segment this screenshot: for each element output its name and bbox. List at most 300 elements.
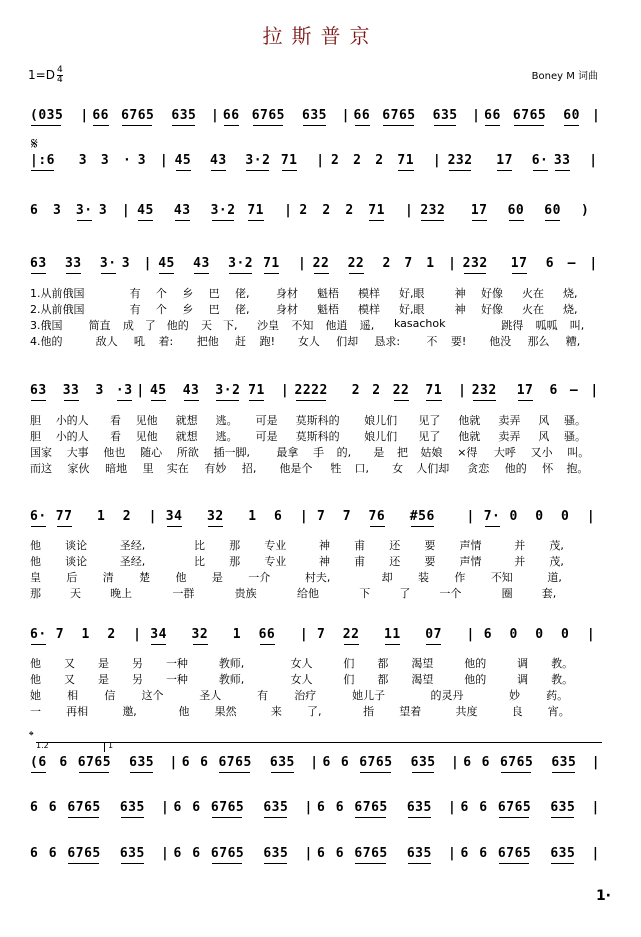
note-group: 7·: [483, 509, 501, 524]
note-group: 2: [299, 203, 308, 218]
lyric-word: 恳求:: [374, 335, 401, 348]
lyric-word: 声情: [459, 555, 482, 568]
note-group: 2: [372, 383, 381, 398]
lyric-word: 女人: [290, 657, 313, 670]
barline: |: [148, 509, 157, 524]
beam-underline: [79, 772, 109, 773]
note-group: 3: [100, 153, 110, 168]
note-group: 6: [317, 800, 326, 815]
barline: |: [589, 153, 598, 168]
lyric-word: 下: [359, 587, 371, 600]
lyric-word: 圈: [501, 587, 513, 600]
note-group: 635: [171, 108, 197, 123]
lyric-word: 巴: [208, 287, 220, 300]
note-group: |:6: [30, 153, 55, 168]
lyric-word: 不: [426, 335, 438, 348]
note-group: 22: [392, 383, 410, 398]
note-group: 3: [137, 153, 147, 168]
beam-underline: [211, 170, 226, 171]
lyric-word: 魁梧: [317, 287, 339, 300]
lyric-word: 来: [270, 705, 282, 718]
lyric-word: 作: [454, 571, 466, 584]
lyric-word: 有: [129, 303, 141, 316]
lyric-word: 见了: [418, 430, 441, 443]
note-group: 635: [550, 846, 576, 861]
lyric-word: 药。: [546, 689, 569, 702]
lyric-word: 胆: [30, 414, 41, 427]
beam-underline: [93, 125, 108, 126]
note-group: 635: [263, 846, 289, 861]
lyric-line: [0, 655, 641, 671]
note-group: 635: [406, 846, 432, 861]
lyric-word: 他: [30, 539, 41, 552]
barline: |: [159, 153, 169, 168]
lyric-word: 们: [343, 673, 355, 686]
lyric-word: 赶: [235, 335, 246, 348]
note-group: 3·: [75, 203, 93, 218]
lyric-word: 烧,: [563, 287, 578, 300]
note-group: 0: [561, 627, 570, 642]
note-group: 232: [471, 383, 497, 398]
lyric-word: 敌人: [95, 335, 118, 348]
note-group: 6: [192, 846, 201, 861]
beam-underline: [421, 220, 444, 221]
beam-underline: [138, 220, 153, 221]
lyric-word: 教。: [551, 673, 574, 686]
lyric-word: 茂,: [549, 539, 564, 552]
note-group: 71: [248, 383, 265, 398]
note-group: 6765: [77, 755, 112, 770]
note-group: 6765: [67, 800, 101, 815]
beam-underline: [193, 644, 208, 645]
lyric-word: 一种: [165, 673, 188, 686]
lyric-word: 娘儿们: [364, 430, 398, 443]
barline: |: [341, 108, 350, 123]
note-group: 635: [129, 755, 155, 770]
credit-text: Boney M 词曲: [531, 71, 598, 82]
note-group: 635: [550, 800, 576, 815]
lyric-line: [0, 460, 641, 476]
note-group: 6: [317, 846, 326, 861]
beam-underline: [383, 125, 413, 126]
beam-underline: [121, 817, 144, 818]
lyric-word: 要: [424, 555, 436, 568]
note-group: 1: [97, 509, 106, 524]
lyric-word: 又: [63, 657, 75, 670]
beam-underline: [355, 125, 370, 126]
lyric-word: 天: [200, 319, 212, 332]
lyric-word: 所欲: [176, 446, 199, 459]
barline: |: [161, 846, 170, 861]
music-row: [0, 383, 641, 405]
lyric-word: 又: [63, 673, 75, 686]
beam-underline: [296, 400, 326, 401]
beam-underline: [151, 400, 166, 401]
lyric-word: 声情: [459, 539, 482, 552]
lyric-word: 乡: [182, 303, 194, 316]
note-group: 232: [462, 256, 488, 271]
lyric-word: 们: [343, 657, 355, 670]
lyric-word: 调: [517, 673, 529, 686]
note-group: 3·2: [210, 203, 236, 218]
note-group: 635: [432, 108, 458, 123]
note-group: 6: [322, 755, 331, 770]
page-number: 1·: [595, 888, 611, 904]
note-group: 71: [397, 153, 415, 168]
beam-underline: [355, 817, 385, 818]
note-group: 1: [426, 256, 435, 271]
beam-underline: [271, 772, 294, 773]
note-group: 0: [535, 509, 544, 524]
lyric-word: 并: [514, 539, 526, 552]
lyric-word: 道,: [547, 571, 562, 584]
lyric-word: 最拿: [276, 446, 299, 459]
barline: |: [121, 203, 131, 218]
lyric-word: 逃。: [215, 414, 238, 427]
lyric-line: [0, 317, 641, 333]
lyric-word: 另: [131, 673, 143, 686]
music-row: [0, 627, 641, 649]
beam-underline: [253, 125, 283, 126]
song-title: 拉斯普京: [262, 24, 379, 48]
barline: |: [169, 755, 178, 770]
lyric-word: 身材: [276, 287, 298, 300]
note-group: 3: [98, 203, 108, 218]
lyric-word: 小的人: [55, 430, 89, 443]
beam-underline: [219, 772, 249, 773]
lyric-word: 他是个: [279, 462, 313, 475]
note-group: 7: [317, 509, 326, 524]
music-row: [0, 256, 641, 278]
barline: |: [451, 755, 460, 770]
note-group: 76: [368, 509, 386, 524]
lyric-word: 晚上: [110, 587, 133, 600]
lyric-word: 1.从前俄国: [30, 287, 85, 300]
beam-underline: [408, 863, 431, 864]
lyric-word: 那么: [527, 335, 550, 348]
barline: |: [143, 256, 152, 271]
lyric-word: 套,: [541, 587, 557, 600]
lyric-word: 另: [131, 657, 143, 670]
barline: |: [304, 846, 313, 861]
note-group: 33: [64, 256, 82, 271]
note-group: 6765: [499, 755, 534, 770]
beam-underline: [224, 125, 239, 126]
lyric-word: 不知: [291, 319, 314, 332]
lyric-word: 遥,: [359, 319, 375, 332]
beam-underline: [408, 817, 431, 818]
barline: |: [280, 383, 290, 398]
note-group: 7: [404, 256, 413, 271]
barline: |: [299, 509, 309, 524]
beam-underline: [194, 273, 209, 274]
beam-underline: [130, 772, 153, 773]
note-group: 43: [210, 153, 227, 168]
lyric-line: [0, 569, 641, 585]
beam-underline: [512, 273, 527, 274]
music-row: [0, 755, 641, 777]
beam-underline: [497, 170, 512, 171]
barline: |: [133, 627, 142, 642]
lyric-word: 圣经,: [119, 555, 146, 568]
lyric-word: 4.他的: [30, 335, 63, 348]
note-group: 0: [509, 509, 518, 524]
note-group: 6: [59, 755, 68, 770]
note-group: 6: [463, 755, 472, 770]
beam-underline: [473, 400, 496, 401]
music-row: [0, 108, 641, 130]
beam-underline: [349, 273, 364, 274]
note-group: 22: [342, 627, 360, 642]
lyric-word: 大事: [66, 446, 89, 459]
note-group: 2: [107, 627, 116, 642]
lyric-word: 是: [211, 571, 223, 584]
lyric-word: 他: [30, 673, 41, 686]
note-group: 6: [30, 846, 39, 861]
lyric-word: 的灵丹: [430, 689, 464, 702]
note-group: (6: [30, 755, 47, 770]
lyric-word: 3.俄国: [30, 319, 63, 332]
note-group: 0: [535, 627, 544, 642]
lyric-word: 可是: [255, 430, 278, 443]
barline: |: [405, 203, 414, 218]
lyric-word: 相: [67, 689, 79, 702]
lyric-word: 卖弄: [498, 430, 521, 443]
lyric-word: 个: [155, 287, 167, 300]
lyric-word: 糟,: [565, 335, 581, 348]
lyric-word: 呱呱: [535, 319, 558, 332]
lyric-word: ×得: [457, 446, 478, 459]
beam-underline: [545, 220, 560, 221]
lyric-word: 娘儿们: [364, 414, 398, 427]
lyric-word: 贵族: [234, 587, 257, 600]
lyric-word: 风: [538, 430, 550, 443]
beam-underline: [464, 273, 487, 274]
lyric-word: 专业: [264, 539, 287, 552]
barline: |: [432, 153, 442, 168]
beam-underline: [208, 526, 223, 527]
note-group: 6: [549, 383, 558, 398]
note-group: 60: [544, 203, 561, 218]
beam-underline: [57, 526, 72, 527]
note-group: 43: [173, 203, 191, 218]
beam-underline: [68, 817, 98, 818]
note-group: 43: [193, 256, 210, 271]
lyric-word: 他就: [458, 430, 481, 443]
lyric-word: 风: [538, 414, 550, 427]
note-group: 32: [207, 509, 224, 524]
lyric-word: 了,: [306, 705, 322, 718]
lyric-word: 一介: [248, 571, 271, 584]
beam-underline: [360, 772, 390, 773]
lyric-word: 她儿子: [352, 689, 386, 702]
lyric-word: 治疗: [294, 689, 317, 702]
lyric-word: 天: [70, 587, 82, 600]
note-group: 635: [119, 800, 145, 815]
lyric-word: 叫,: [569, 319, 585, 332]
lyric-word: 村夫,: [304, 571, 331, 584]
lyric-word: 装: [418, 571, 430, 584]
note-group: 17: [510, 256, 528, 271]
beam-underline: [212, 863, 242, 864]
lyric-word: 信: [104, 689, 116, 702]
lyric-word: 给他: [296, 587, 319, 600]
beam-underline: [552, 772, 575, 773]
note-group: 6: [30, 203, 39, 218]
note-group: 6765: [210, 800, 245, 815]
lyric-word: 望着: [399, 705, 422, 718]
lyric-word: 他就: [458, 414, 481, 427]
note-group: 6: [483, 627, 493, 642]
beam-underline: [533, 170, 548, 171]
lyric-word: 实在: [166, 462, 189, 475]
lyric-word: 谈论: [65, 555, 88, 568]
barline: |: [458, 383, 467, 398]
lyric-word: 调: [517, 657, 529, 670]
note-group: 232: [420, 203, 446, 218]
lyric-word: 大呼: [493, 446, 516, 459]
note-group: 6: [181, 755, 191, 770]
barline: |: [590, 383, 599, 398]
beam-underline: [449, 170, 472, 171]
lyric-word: 他的: [166, 319, 189, 332]
music-row: [0, 509, 641, 531]
lyric-line: [0, 703, 641, 719]
lyric-line: [0, 671, 641, 687]
lyric-word: 他: [30, 657, 41, 670]
lyric-word: 女: [392, 462, 404, 475]
note-group: 2: [382, 256, 391, 271]
note-group: 07: [425, 627, 442, 642]
note-group: ·3: [115, 383, 133, 398]
lyric-word: 的,: [336, 446, 352, 459]
lyric-word: 怀: [542, 462, 554, 475]
beam-underline: [555, 170, 570, 171]
note-group: 71: [280, 153, 298, 168]
beam-underline: [117, 400, 132, 401]
note-group: 2: [351, 383, 361, 398]
beam-underline: [216, 400, 239, 401]
beam-underline: [369, 220, 384, 221]
note-group: –: [569, 383, 579, 398]
beam-underline: [485, 526, 500, 527]
lyric-word: 莫斯科的: [295, 414, 340, 427]
note-group: 17: [516, 383, 534, 398]
lyric-word: 后: [66, 571, 78, 584]
lyric-word: 家伙: [67, 462, 90, 475]
lyric-word: 口,: [354, 462, 370, 475]
note-group: 43: [182, 383, 200, 398]
lyric-line: [0, 301, 641, 317]
lyric-word: 就想: [175, 430, 198, 443]
lyric-word: 卖弄: [498, 414, 521, 427]
lyric-word: 要!: [450, 335, 467, 348]
note-group: 6765: [121, 108, 155, 123]
lyric-word: 火在: [522, 303, 544, 316]
lyric-word: 专业: [264, 555, 287, 568]
lyric-word: 随心: [140, 446, 163, 459]
lyric-word: 巴: [208, 303, 220, 316]
lyric-word: 神: [454, 303, 466, 316]
beam-underline: [514, 125, 544, 126]
lyric-word: 简直: [88, 319, 111, 332]
beam-underline: [159, 273, 174, 274]
barline: |: [161, 800, 170, 815]
beam-underline: [564, 125, 579, 126]
lyric-word: 了: [144, 319, 156, 332]
beam-underline: [314, 273, 329, 274]
lyric-word: 乡: [182, 287, 194, 300]
lyric-word: 果然: [214, 705, 237, 718]
barline: |: [210, 108, 220, 123]
lyric-word: 姑娘: [420, 446, 443, 459]
lyric-word: 一群: [172, 587, 195, 600]
lyric-word: 一: [30, 705, 41, 718]
note-group: 6: [48, 846, 58, 861]
lyric-word: 暗地: [105, 462, 128, 475]
note-group: 6765: [354, 846, 388, 861]
lyric-word: 甫: [354, 539, 366, 552]
lyric-word: 还: [389, 539, 401, 552]
lyric-word: 胆: [30, 430, 41, 443]
note-group: 7: [55, 627, 65, 642]
beam-underline: [434, 125, 457, 126]
lyric-word: 他的: [504, 462, 527, 475]
barline: |: [466, 509, 475, 524]
lyric-word: 神: [318, 555, 330, 568]
lyric-word: 国家: [30, 446, 52, 459]
lyric-word: 身材: [276, 303, 298, 316]
note-group: 3·: [99, 256, 117, 271]
lyric-word: 牲: [330, 462, 342, 475]
lyric-word: 教。: [551, 657, 574, 670]
lyric-word: 见他: [135, 430, 158, 443]
beam-underline: [264, 863, 287, 864]
lyric-line: [0, 285, 641, 301]
note-group: ): [581, 203, 590, 218]
lyric-word: 渴望: [411, 673, 434, 686]
lyric-word: 皇: [30, 571, 41, 584]
note-group: 635: [269, 755, 295, 770]
lyric-word: 叫。: [567, 446, 590, 459]
beam-underline: [518, 400, 533, 401]
beam-underline: [398, 170, 413, 171]
music-row: [0, 153, 641, 175]
note-group: 6: [192, 800, 201, 815]
lyric-word: 并: [514, 555, 526, 568]
time-signature: [57, 66, 63, 85]
note-group: 6: [173, 846, 182, 861]
beam-underline: [229, 273, 252, 274]
note-group: 71: [368, 203, 385, 218]
lyric-word: 他: [175, 571, 187, 584]
note-group: 6: [481, 755, 490, 770]
music-row: [0, 846, 641, 868]
lyric-word: 手: [313, 446, 325, 459]
note-group: 6·: [30, 627, 47, 642]
lyric-word: 楚: [139, 571, 151, 584]
lyric-word: 他也: [103, 446, 126, 459]
lyric-word: 还: [389, 555, 401, 568]
volta-bracket: [36, 742, 602, 753]
beam-underline: [121, 863, 144, 864]
note-group: –: [567, 256, 576, 271]
lyric-word: 魁梧: [317, 303, 339, 316]
lyric-line: [0, 412, 641, 428]
lyric-word: 不知: [490, 571, 513, 584]
note-group: 2: [122, 509, 132, 524]
note-group: 6765: [251, 108, 285, 123]
